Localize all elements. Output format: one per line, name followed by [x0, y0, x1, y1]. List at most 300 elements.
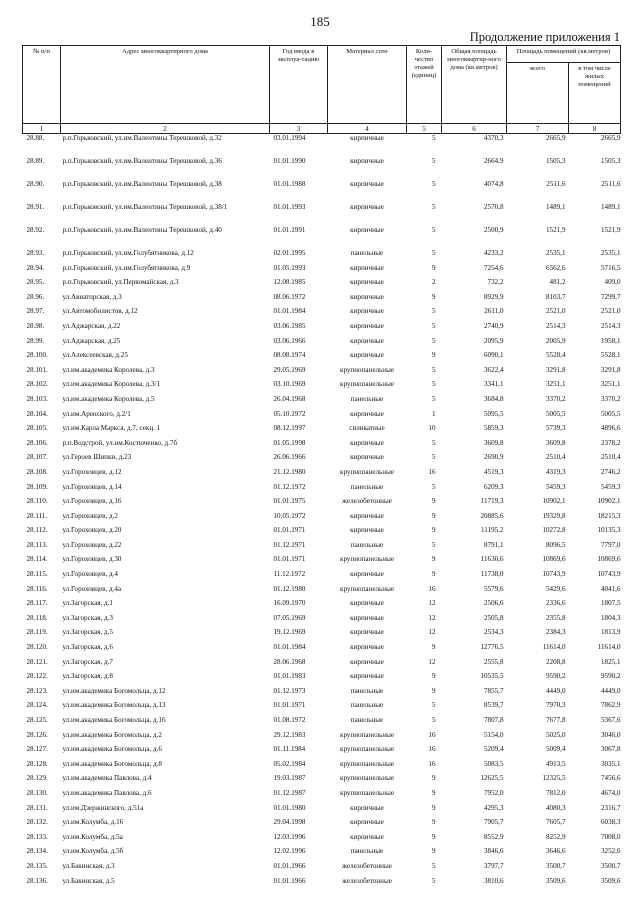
- address-cell: р.п.Горьковский, ул.Первомайская, д.3: [62, 278, 179, 287]
- address-cell: ул.им.академика Богомольца, д.13: [62, 701, 166, 710]
- table-row: [23, 203, 621, 226]
- row-number: 28.95.: [26, 278, 45, 287]
- floors-cell: 9: [431, 570, 436, 579]
- floors-cell: 9: [431, 351, 436, 360]
- row-number: 28.109.: [26, 482, 48, 491]
- living-area-cell: 5528,1: [600, 351, 621, 360]
- year-cell: 08.12.1997: [273, 424, 306, 433]
- living-area-cell: 4674,0: [600, 788, 621, 797]
- living-area-cell: 2378,2: [600, 438, 621, 447]
- year-cell: 01.01.1990: [273, 157, 306, 165]
- floors-cell: 5: [431, 380, 436, 389]
- row-number: 28.116.: [26, 584, 48, 593]
- premises-total-cell: 3509,6: [545, 876, 566, 885]
- total-area-cell: 20885,6: [480, 511, 504, 520]
- table-row: [23, 716, 621, 731]
- column-number: 4: [328, 124, 407, 134]
- row-number: 28.89.: [26, 157, 45, 165]
- year-cell: 01.01.1971: [273, 526, 306, 535]
- table-row: [23, 570, 621, 585]
- address-cell: ул.им.академика Богомольца, д.8: [62, 759, 162, 768]
- premises-total-cell: 2384,3: [545, 628, 566, 637]
- living-area-cell: 3509,6: [600, 876, 621, 885]
- table-row: [23, 366, 621, 381]
- row-number: 28.127.: [26, 745, 48, 754]
- row-number: 28.115.: [26, 570, 48, 579]
- premises-total-cell: 12325,5: [542, 774, 566, 783]
- table-row: [23, 658, 621, 673]
- row-number: 28.132.: [26, 818, 48, 827]
- row-number: 28.111.: [26, 511, 48, 520]
- address-cell: ул.Гороховцев, д.22: [62, 540, 122, 549]
- living-area-cell: 7008,0: [600, 832, 621, 841]
- total-area-cell: 7807,8: [483, 716, 504, 724]
- premises-total-cell: 7605,7: [545, 818, 566, 827]
- living-area-cell: 2665,9: [600, 134, 621, 142]
- address-cell: ул.Гороховцев, д.30: [62, 555, 122, 564]
- year-cell: 01.12.1987: [273, 788, 306, 797]
- total-area-cell: 4370,3: [483, 134, 504, 142]
- wall-material-cell: панельные: [350, 540, 384, 549]
- living-area-cell: 1807,5: [600, 599, 621, 608]
- wall-material-cell: кирпичные: [350, 599, 384, 608]
- wall-material-cell: кирпичные: [350, 657, 384, 666]
- premises-total-cell: 6562,6: [545, 263, 566, 272]
- floors-cell: 9: [431, 555, 436, 564]
- premises-total-cell: 2355,8: [545, 613, 566, 622]
- address-cell: ул.Алексеевская, д.25: [62, 351, 128, 360]
- wall-material-cell: кирпичные: [350, 321, 384, 330]
- living-area-cell: 10135,3: [597, 526, 621, 535]
- address-cell: ул.Авиаторская, д.3: [62, 292, 122, 301]
- row-number: 28.114.: [26, 555, 48, 564]
- header-total-area: Общая площадь многоквартир-ного дома (кв.метров): [442, 46, 507, 124]
- living-area-cell: 4896,6: [600, 424, 621, 433]
- address-cell: р.п.Горьковский, ул.им.Голубятникова, д.9: [62, 263, 191, 272]
- premises-total-cell: 5025,0: [545, 730, 566, 739]
- total-area-cell: 2506,6: [483, 599, 504, 608]
- column-number-row: [23, 124, 621, 134]
- header-address: Адрес многоквартирного дома: [61, 46, 270, 124]
- floors-cell: 9: [431, 818, 436, 827]
- year-cell: 03.06.1966: [273, 336, 306, 345]
- table-row: [23, 847, 621, 862]
- address-cell: ул.Гороховцев, д.14: [62, 482, 122, 491]
- premises-total-cell: 5739,3: [545, 424, 566, 433]
- row-number: 28.98.: [26, 321, 45, 330]
- total-area-cell: 10535,5: [480, 672, 504, 681]
- wall-material-cell: крупнопанельные: [340, 584, 394, 593]
- premises-total-cell: 1521,9: [545, 226, 566, 234]
- address-cell: ул.Героев Шипки, д.23: [62, 453, 132, 462]
- living-area-cell: 7299,7: [600, 292, 621, 301]
- wall-material-cell: кирпичные: [350, 832, 384, 841]
- address-cell: ул.Гороховцев, д.12: [62, 467, 122, 476]
- year-cell: 12.02.1996: [273, 847, 306, 856]
- total-area-cell: 5859,3: [483, 424, 504, 433]
- living-area-cell: 3370,2: [600, 394, 621, 403]
- header-premises-area: Площадь помещений (кв.метров): [507, 46, 621, 63]
- wall-material-cell: крупнопанельные: [340, 745, 394, 754]
- wall-material-cell: панельные: [350, 847, 384, 856]
- wall-material-cell: кирпичные: [350, 157, 384, 165]
- wall-material-cell: кирпичные: [350, 292, 384, 301]
- header-floors: Коли-чество этажей (единиц): [407, 46, 442, 124]
- premises-total-cell: 10743,9: [542, 570, 566, 579]
- address-cell: р.п.Горьковский, ул.им.Валентины Терешковой, д.40: [62, 226, 222, 234]
- living-area-cell: 10902,1: [597, 497, 621, 506]
- living-area-cell: 2510,4: [600, 453, 621, 462]
- total-area-cell: 11195,2: [480, 526, 504, 535]
- floors-cell: 16: [428, 584, 436, 593]
- row-number: 28.94.: [26, 263, 45, 272]
- address-cell: ул.им.Колумба, д.16: [62, 818, 124, 827]
- wall-material-cell: панельные: [350, 394, 384, 403]
- premises-total-cell: 4319,3: [545, 467, 566, 476]
- year-cell: 01.12.1973: [273, 686, 306, 695]
- total-area-cell: 2690,9: [483, 453, 504, 462]
- year-cell: 01.05.1998: [273, 438, 306, 447]
- table-row: [23, 862, 621, 877]
- total-area-cell: 3846,6: [483, 847, 504, 856]
- premises-total-cell: 10902,1: [542, 497, 566, 506]
- row-number: 28.108.: [26, 467, 48, 476]
- address-cell: ул.им.академика Королева, д.5: [62, 394, 155, 403]
- year-cell: 01.01.1988: [273, 180, 306, 188]
- wall-material-cell: кирпичные: [350, 134, 384, 142]
- address-cell: ул.Аджарская, д.22: [62, 321, 121, 330]
- year-cell: 10.05.1972: [273, 511, 306, 520]
- address-cell: р.п.Водстрой, ул.им.Костюченко, д.7б: [62, 438, 178, 447]
- living-area-cell: 5459,3: [600, 482, 621, 491]
- premises-total-cell: 5528,4: [545, 351, 566, 360]
- premises-total-cell: 2208,8: [545, 657, 566, 666]
- address-cell: ул.Загорская, д.8: [62, 672, 113, 681]
- year-cell: 01.12.1971: [273, 540, 306, 549]
- row-number: 28.131.: [26, 803, 48, 812]
- total-area-cell: 4519,3: [483, 467, 504, 476]
- premises-total-cell: 4080,3: [545, 803, 566, 812]
- table-row: [23, 789, 621, 804]
- address-cell: ул.Гороховцев, д.16: [62, 497, 122, 506]
- table-row: [23, 180, 621, 203]
- floors-cell: 5: [431, 180, 436, 188]
- wall-material-cell: кирпичные: [350, 613, 384, 622]
- table-row: [23, 439, 621, 454]
- living-area-cell: 2746,2: [600, 467, 621, 476]
- row-number: 28.106.: [26, 438, 48, 447]
- floors-cell: 12: [428, 613, 436, 622]
- total-area-cell: 2740,9: [483, 321, 504, 330]
- total-area-cell: 11738,0: [480, 570, 504, 579]
- floors-cell: 9: [431, 686, 436, 695]
- premises-total-cell: 11614,0: [542, 643, 566, 652]
- premises-total-cell: 8252,9: [545, 832, 566, 841]
- table-row: [23, 760, 621, 775]
- total-area-cell: 8929,9: [483, 292, 504, 301]
- wall-material-cell: крупнопанельные: [340, 730, 394, 739]
- floors-cell: 5: [431, 157, 436, 165]
- table-row: [23, 351, 621, 366]
- living-area-cell: 5005,5: [600, 409, 621, 418]
- total-area-cell: 6209,3: [483, 482, 504, 491]
- year-cell: 26.06.1966: [273, 453, 306, 462]
- floors-cell: 5: [431, 482, 436, 491]
- address-cell: р.п.Горьковский, ул.им.Валентины Терешковой, д.38/1: [62, 203, 228, 211]
- table-row: [23, 264, 621, 279]
- year-cell: 16.09.1970: [273, 599, 306, 608]
- year-cell: 01.01.1975: [273, 497, 306, 506]
- address-cell: ул.Аджарская, д.25: [62, 336, 121, 345]
- table-row: [23, 541, 621, 556]
- premises-total-cell: 9590,2: [545, 672, 566, 681]
- row-number: 28.129.: [26, 774, 48, 783]
- total-area-cell: 3341,1: [483, 380, 504, 389]
- column-number: 1: [23, 124, 61, 134]
- row-number: 28.128.: [26, 759, 48, 768]
- wall-material-cell: кирпичные: [350, 336, 384, 345]
- total-area-cell: 3797,7: [483, 861, 504, 870]
- floors-cell: 5: [431, 716, 436, 724]
- floors-cell: 9: [431, 497, 436, 506]
- premises-total-cell: 2005,9: [545, 336, 566, 345]
- address-cell: р.п.Горьковский, ул.им.Валентины Терешковой, д.38: [62, 180, 222, 188]
- table-row: [23, 453, 621, 468]
- living-area-cell: 5716,5: [600, 263, 621, 272]
- living-area-cell: 18215,3: [597, 511, 621, 520]
- total-area-cell: 8539,7: [483, 701, 504, 710]
- total-area-cell: 2534,3: [483, 628, 504, 637]
- wall-material-cell: панельные: [350, 249, 384, 257]
- floors-cell: 1: [431, 409, 436, 418]
- total-area-cell: 3810,6: [483, 876, 504, 885]
- table-row: [23, 278, 621, 293]
- floors-cell: 5: [431, 453, 436, 462]
- floors-cell: 9: [431, 511, 436, 520]
- table-row: [23, 687, 621, 702]
- wall-material-cell: кирпичные: [350, 278, 384, 287]
- premises-total-cell: 3609,8: [545, 438, 566, 447]
- premises-total-cell: 2535,1: [545, 249, 566, 257]
- total-area-cell: 732,2: [487, 278, 504, 287]
- wall-material-cell: кирпичные: [350, 307, 384, 316]
- address-cell: ул.Гороховцев, д.2: [62, 511, 118, 520]
- total-area-cell: 2505,8: [483, 613, 504, 622]
- living-area-cell: 3046,0: [600, 730, 621, 739]
- row-number: 28.117.: [26, 599, 48, 608]
- premises-total-cell: 5005,5: [545, 409, 566, 418]
- premises-total-cell: 7677,8: [545, 716, 566, 724]
- row-number: 28.119.: [26, 628, 48, 637]
- year-cell: 03.10.1969: [273, 380, 306, 389]
- living-area-cell: 7797,0: [600, 540, 621, 549]
- premises-total-cell: 3291,8: [545, 365, 566, 374]
- wall-material-cell: кирпичные: [350, 263, 384, 272]
- row-number: 28.93.: [26, 249, 45, 257]
- address-cell: ул.им.Аренского, д.2/1: [62, 409, 131, 418]
- table-row: [23, 380, 621, 395]
- column-number: 8: [569, 124, 621, 134]
- total-area-cell: 7254,6: [483, 263, 504, 272]
- table-row: [23, 424, 621, 439]
- table-row: [23, 818, 621, 833]
- address-cell: ул.им.академика Богомольца, д.2: [62, 730, 162, 739]
- total-area-cell: 2095,9: [483, 336, 504, 345]
- wall-material-cell: силикатные: [349, 424, 385, 433]
- row-number: 28.125.: [26, 716, 48, 724]
- table-row: [23, 410, 621, 425]
- living-area-cell: 4449,0: [600, 686, 621, 695]
- wall-material-cell: крупнопанельные: [340, 467, 394, 476]
- premises-total-cell: 2336,6: [545, 599, 566, 608]
- living-area-cell: 2316,7: [600, 803, 621, 812]
- row-number: 28.99.: [26, 336, 45, 345]
- wall-material-cell: крупнопанельные: [340, 759, 394, 768]
- floors-cell: 12: [428, 628, 436, 637]
- premises-total-cell: 8096,5: [545, 540, 566, 549]
- floors-cell: 16: [428, 730, 436, 739]
- total-area-cell: 4233,2: [483, 249, 504, 257]
- wall-material-cell: крупнопанельные: [340, 555, 394, 564]
- premises-total-cell: 2514,3: [545, 321, 566, 330]
- year-cell: 01.01.1993: [273, 203, 306, 211]
- column-number: 5: [407, 124, 442, 134]
- premises-total-cell: 10869,6: [542, 555, 566, 564]
- total-area-cell: 11630,6: [480, 555, 504, 564]
- total-area-cell: 12776,5: [480, 643, 504, 652]
- floors-cell: 5: [431, 226, 436, 234]
- year-cell: 05.02.1984: [273, 759, 306, 768]
- living-area-cell: 7862,9: [600, 701, 621, 710]
- living-area-cell: 2511,6: [601, 180, 621, 188]
- table-row: [23, 468, 621, 483]
- total-area-cell: 3622,4: [483, 365, 504, 374]
- floors-cell: 5: [431, 701, 436, 710]
- total-area-cell: 5209,4: [483, 745, 504, 754]
- premises-total-cell: 7812,0: [545, 788, 566, 797]
- premises-total-cell: 3370,2: [545, 394, 566, 403]
- year-cell: 08.08.1974: [273, 351, 306, 360]
- living-area-cell: 1489,1: [600, 203, 621, 211]
- total-area-cell: 5083,5: [483, 759, 504, 768]
- table-row: [23, 672, 621, 687]
- living-area-cell: 10869,6: [597, 555, 621, 564]
- table-row: [23, 157, 621, 180]
- table-row: [23, 628, 621, 643]
- address-cell: ул.им.академика Королева, д.3/1: [62, 380, 161, 389]
- living-area-cell: 1813,9: [600, 628, 621, 637]
- living-area-cell: 3251,1: [600, 380, 621, 389]
- premises-total-cell: 2511,6: [546, 180, 566, 188]
- living-area-cell: 10743,9: [597, 570, 621, 579]
- floors-cell: 5: [431, 336, 436, 345]
- address-cell: ул.Загорская, д.3: [62, 613, 113, 622]
- year-cell: 12.08.1985: [273, 278, 306, 287]
- floors-cell: 9: [431, 788, 436, 797]
- floors-cell: 9: [431, 292, 436, 301]
- wall-material-cell: кирпичные: [350, 438, 384, 447]
- row-number: 28.88.: [26, 134, 45, 142]
- year-cell: 29.12.1983: [273, 730, 306, 739]
- address-cell: ул.Гороховцев, д.4: [62, 570, 118, 579]
- row-number: 28.118.: [26, 613, 48, 622]
- living-area-cell: 11614,0: [597, 643, 621, 652]
- row-number: 28.96.: [26, 292, 45, 301]
- year-cell: 01.01.1966: [273, 876, 306, 885]
- address-cell: ул.им.Дзержинского, д.51а: [62, 803, 144, 812]
- row-number: 28.100.: [26, 351, 48, 360]
- floors-cell: 9: [431, 526, 436, 535]
- total-area-cell: 2500,9: [483, 226, 504, 234]
- appendix-continuation-title: Продолжение приложения 1: [469, 30, 620, 44]
- year-cell: 01.01.1971: [273, 555, 306, 564]
- floors-cell: 12: [428, 657, 436, 666]
- year-cell: 11.12.1972: [273, 570, 306, 579]
- address-cell: ул.Гороховцев, д.20: [62, 526, 122, 535]
- premises-total-cell: 4913,5: [545, 759, 566, 768]
- total-area-cell: 12625,5: [480, 774, 504, 783]
- header-material: Материал стен: [328, 46, 407, 124]
- premises-total-cell: 1489,1: [545, 203, 566, 211]
- row-number: 28.124.: [26, 701, 48, 710]
- floors-cell: 9: [431, 774, 436, 783]
- total-area-cell: 7855,7: [483, 686, 504, 695]
- wall-material-cell: панельные: [350, 716, 384, 724]
- header-premises-total: всего: [507, 63, 569, 124]
- address-cell: ул.им.академика Королева, д.3: [62, 365, 155, 374]
- total-area-cell: 6090,1: [483, 351, 504, 360]
- header-year: Год ввода в эксплуа-тацию: [270, 46, 328, 124]
- living-area-cell: 4041,6: [600, 584, 621, 593]
- year-cell: 29.04.1998: [273, 818, 306, 827]
- year-cell: 01.01.1980: [273, 803, 306, 812]
- total-area-cell: 7952,0: [483, 788, 504, 797]
- premises-total-cell: 2665,9: [545, 134, 566, 142]
- table-row: [23, 307, 621, 322]
- row-number: 28.126.: [26, 730, 48, 739]
- living-area-cell: 409,0: [604, 278, 621, 287]
- year-cell: 01.08.1972: [273, 716, 306, 724]
- premises-total-cell: 5429,6: [545, 584, 566, 593]
- living-area-cell: 2521,0: [600, 307, 621, 316]
- address-cell: ул.им.академика Богомольца, д.16: [62, 716, 166, 724]
- wall-material-cell: кирпичные: [350, 643, 384, 652]
- wall-material-cell: кирпичные: [350, 672, 384, 681]
- wall-material-cell: крупнопанельные: [340, 788, 394, 797]
- address-cell: р.п.Горьковский, ул.им.Валентины Терешковой, д.32: [62, 134, 222, 142]
- year-cell: 03.01.1994: [273, 134, 306, 142]
- address-cell: ул.им.Карла Маркса, д.7, секц. 1: [62, 424, 161, 433]
- wall-material-cell: крупнопанельные: [340, 380, 394, 389]
- address-cell: ул.им.академика Павлова, д.4: [62, 774, 152, 783]
- wall-material-cell: крупнопанельные: [340, 774, 394, 783]
- table-row: [23, 512, 621, 527]
- wall-material-cell: кирпичные: [350, 409, 384, 418]
- living-area-cell: 2535,1: [600, 249, 621, 257]
- total-area-cell: 8791,1: [483, 540, 504, 549]
- column-number: 3: [270, 124, 328, 134]
- address-cell: ул.Гороховцев, д.4а: [62, 584, 122, 593]
- address-cell: ул.Бакинская, д.5: [62, 876, 115, 885]
- year-cell: 12.03.1996: [273, 832, 306, 841]
- premises-total-cell: 8103,7: [545, 292, 566, 301]
- year-cell: 01.12.1980: [273, 584, 306, 593]
- row-number: 28.107.: [26, 453, 48, 462]
- floors-cell: 16: [428, 759, 436, 768]
- premises-total-cell: 5459,3: [545, 482, 566, 491]
- table-row: [23, 701, 621, 716]
- year-cell: 07.05.1969: [273, 613, 306, 622]
